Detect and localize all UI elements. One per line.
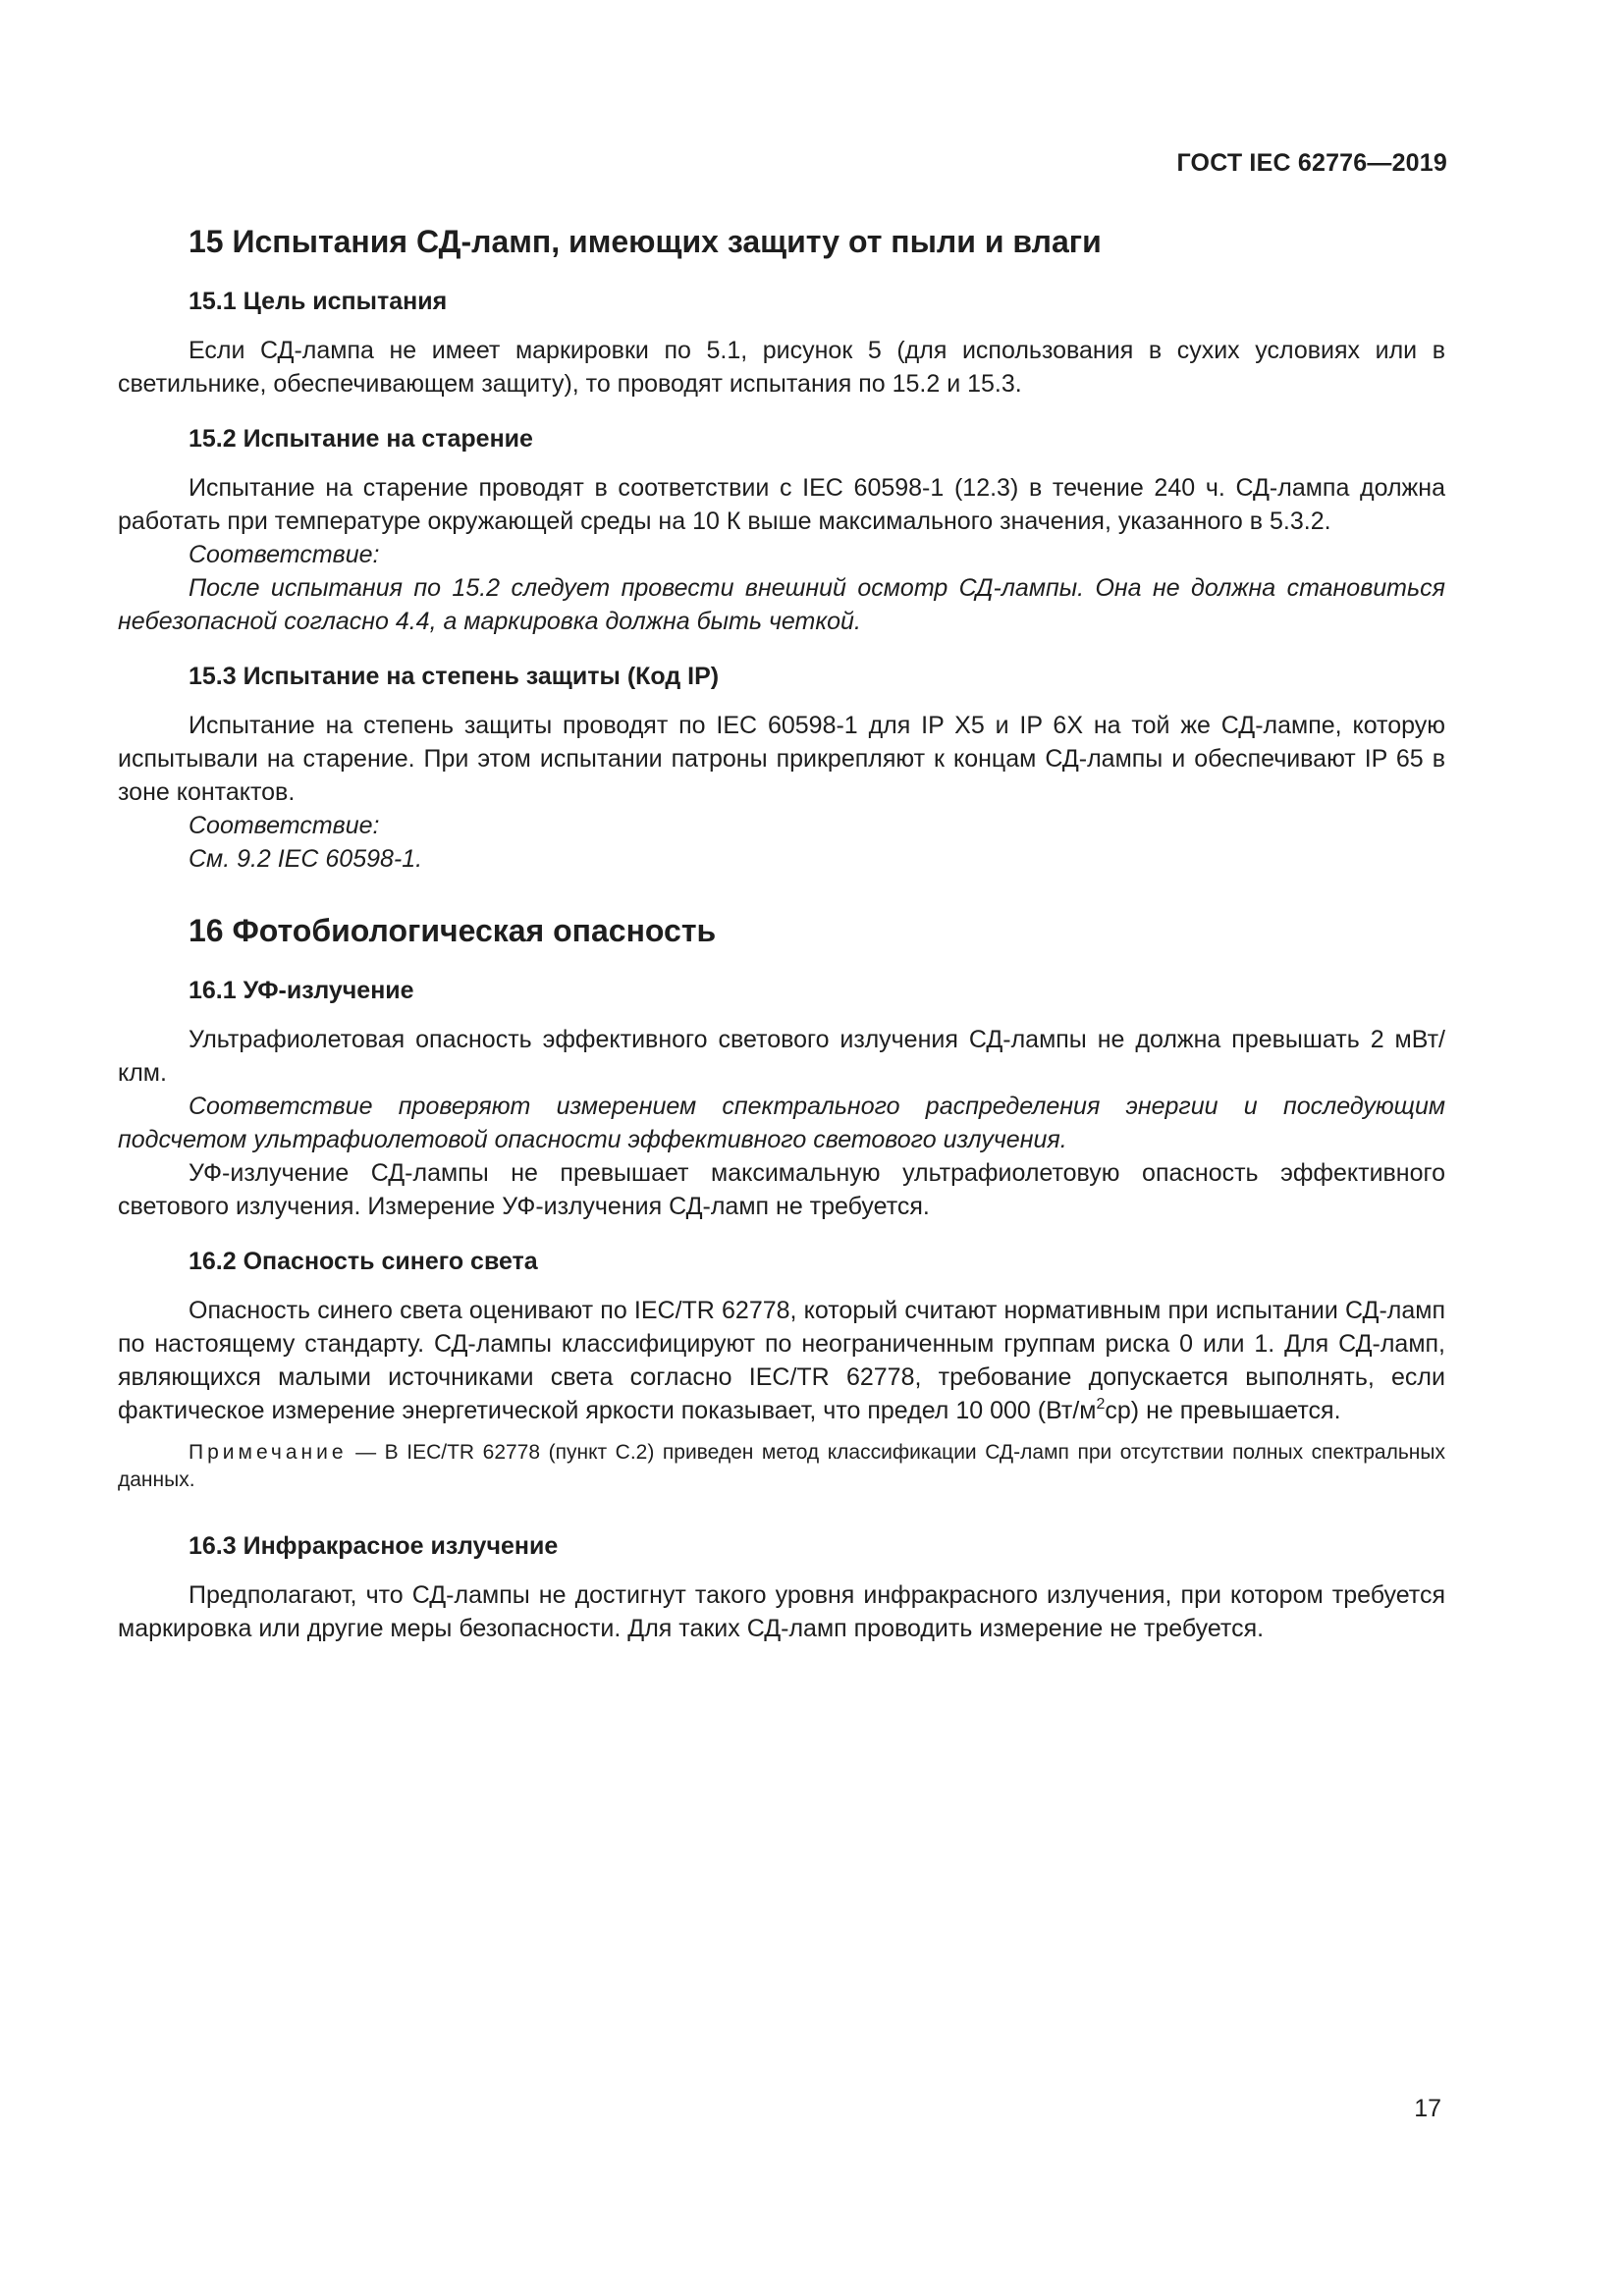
section-15-3-paragraph: Испытание на степень защиты проводят по IEC 60598-1 для IP X5 и IP 6X на той же СД-лампе, которую испытывали на старение. При этом испытании патроны прикрепляют к концам СД-лампы и обеспечивают IP 65 в зоне контактов.	[118, 712, 1445, 806]
section-16-3-paragraph: Предполагают, что СД-лампы не достигнут такого уровня инфракрасного излучения, при котором требуется маркировка или другие меры безопасности. Для таких СД-ламп проводить измерение не требуется.	[118, 1581, 1445, 1642]
section-15-3-title: 15.3 Испытание на степень защиты (Код IP)	[189, 663, 720, 690]
section-16-title: 16 Фотобиологическая опасность	[189, 913, 717, 948]
page-number: 17	[1414, 2095, 1441, 2122]
page-content	[118, 222, 1445, 1645]
section-16-1-compliance-text: Соответствие проверяют измерением спектрального распределения энергии и последующим подсчетом ультрафиолетовой опасности эффективного светового излучения.	[118, 1093, 1445, 1153]
section-16-2-paragraph	[118, 1294, 1445, 1427]
note-label: Примечание	[189, 1441, 348, 1464]
section-16-2-paragraph-main: Опасность синего света оценивают по IEC/TR 62778, который считают нормативным при испытании СД-ламп по настоящему стандарту. СД-лампы классифицируют по неограниченным группам риска 0 или 1. Для СД-ламп, являющихся малыми источниками света согласно IEC/TR 62778, требование допускается выполнять, если фактическое измерение энергетической яркости показывает, что предел 10 000 (Вт/м	[118, 1297, 1445, 1424]
section-16-2-title: 16.2 Опасность синего света	[189, 1248, 538, 1275]
section-15-2-paragraph: Испытание на старение проводят в соответствии с IEC 60598-1 (12.3) в течение 240 ч. СД-лампа должна работать при температуре окружающей среды на 10 К выше максимального значения, указанного в 5.3.2.	[118, 474, 1445, 535]
section-16-1-paragraph: Ультрафиолетовая опасность эффективного светового излучения СД-лампы не должна превышать 2 мВт/клм.	[118, 1026, 1445, 1087]
section-16-3-title: 16.3 Инфракрасное излучение	[189, 1532, 559, 1560]
section-15-2-compliance-label: Соответствие:	[189, 541, 380, 568]
document-header: ГОСТ IEC 62776—2019	[1176, 149, 1447, 177]
section-15-title: 15 Испытания СД-ламп, имеющих защиту от пыли и влаги	[189, 224, 1102, 259]
section-16-2-note	[118, 1439, 1445, 1494]
section-16-2-paragraph-tail: ср) не превышается.	[1105, 1397, 1341, 1424]
superscript-2: 2	[1096, 1396, 1106, 1413]
section-15-3-compliance-label: Соответствие:	[189, 812, 380, 839]
note-text: — В IEC/TR 62778 (пункт С.2) приведен метод классификации СД-ламп при отсутствии полных спектральных данных.	[118, 1441, 1445, 1491]
section-16-1-title: 16.1 УФ-излучение	[189, 977, 414, 1004]
section-15-3-compliance-text: См. 9.2 IEC 60598-1.	[189, 845, 423, 873]
section-15-2-compliance-text: После испытания по 15.2 следует провести внешний осмотр СД-лампы. Она не должна становиться небезопасной согласно 4.4, а маркировка должна быть четкой.	[118, 574, 1445, 635]
section-15-1-paragraph: Если СД-лампа не имеет маркировки по 5.1, рисунок 5 (для использования в сухих условиях или в светильнике, обеспечивающем защиту), то проводят испытания по 15.2 и 15.3.	[118, 337, 1445, 398]
section-15-2-title: 15.2 Испытание на старение	[189, 425, 533, 453]
section-16-1-paragraph-2: УФ-излучение СД-лампы не превышает максимальную ультрафиолетовую опасность эффективного светового излучения. Измерение УФ-излучения СД-ламп не требуется.	[118, 1159, 1445, 1220]
section-15-1-title: 15.1 Цель испытания	[189, 288, 448, 315]
